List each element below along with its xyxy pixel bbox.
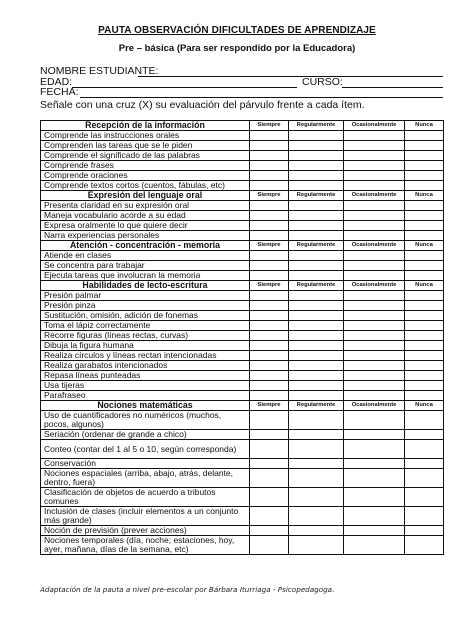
item-row <box>41 411 444 430</box>
check-cell-siempre[interactable] <box>250 351 289 361</box>
check-cell-siempre[interactable] <box>250 201 289 211</box>
item-label: Usa tijeras <box>41 381 250 391</box>
check-cell-siempre[interactable] <box>250 161 289 171</box>
item-label: Recorre figuras (líneas rectas, curvas) <box>41 331 250 341</box>
check-cell-nunca[interactable] <box>405 440 444 459</box>
check-cell-nunca[interactable] <box>405 211 444 221</box>
fecha-line[interactable] <box>80 97 443 98</box>
item-label: Dibuja la figura humana <box>41 341 250 351</box>
check-cell-siempre[interactable] <box>250 526 289 536</box>
check-cell-ocasionalmente[interactable] <box>344 221 405 231</box>
column-header-regularmente: Regularmente <box>289 241 344 251</box>
check-cell-siempre[interactable] <box>250 459 289 469</box>
item-row <box>41 341 444 351</box>
column-header-nunca: Nunca <box>405 241 444 251</box>
fecha-label: FECHA: <box>40 86 79 98</box>
item-row <box>41 131 444 141</box>
observation-table <box>40 120 444 555</box>
item-label: Comprende las instrucciones orales <box>41 131 250 141</box>
check-cell-ocasionalmente[interactable] <box>344 161 405 171</box>
check-cell-ocasionalmente[interactable] <box>344 391 405 401</box>
item-row <box>41 459 444 469</box>
item-row <box>41 331 444 341</box>
check-cell-nunca[interactable] <box>405 131 444 141</box>
column-header-regularmente: Regularmente <box>289 191 344 201</box>
check-cell-siempre[interactable] <box>250 211 289 221</box>
item-label: Parafraseo <box>41 391 250 401</box>
column-header-siempre: Siempre <box>250 401 289 411</box>
check-cell-siempre[interactable] <box>250 536 289 555</box>
check-cell-nunca[interactable] <box>405 171 444 181</box>
item-row <box>41 231 444 241</box>
item-label: Expresa oralmente lo que quiere decir <box>41 221 250 231</box>
instructions: Señale con una cruz (X) su evaluación del párvulo frente a cada ítem. <box>40 99 365 111</box>
check-cell-regularmente[interactable] <box>289 131 344 141</box>
column-header-ocasionalmente: Ocasionalmente <box>344 121 405 131</box>
curso-label: CURSO: <box>302 76 343 88</box>
check-cell-nunca[interactable] <box>405 161 444 171</box>
check-cell-nunca[interactable] <box>405 261 444 271</box>
check-cell-ocasionalmente[interactable] <box>344 351 405 361</box>
item-label: Comprende oraciones <box>41 171 250 181</box>
section-title: Recepción de la información <box>41 121 250 131</box>
item-row <box>41 251 444 261</box>
item-label: Clasificación de objetos de acuerdo a tributos comunes <box>41 488 250 507</box>
check-cell-regularmente[interactable] <box>289 341 344 351</box>
check-cell-ocasionalmente[interactable] <box>344 251 405 261</box>
edad-label: EDAD: <box>40 76 73 88</box>
check-cell-ocasionalmente[interactable] <box>344 231 405 241</box>
item-row <box>41 381 444 391</box>
check-cell-ocasionalmente[interactable] <box>344 361 405 371</box>
check-cell-nunca[interactable] <box>405 391 444 401</box>
check-cell-nunca[interactable] <box>405 430 444 440</box>
curso-line[interactable] <box>342 87 443 88</box>
check-cell-regularmente[interactable] <box>289 161 344 171</box>
check-cell-siempre[interactable] <box>250 181 289 191</box>
check-cell-nunca[interactable] <box>405 231 444 241</box>
check-cell-nunca[interactable] <box>405 201 444 211</box>
check-cell-regularmente[interactable] <box>289 526 344 536</box>
item-row <box>41 271 444 281</box>
column-header-siempre: Siempre <box>250 241 289 251</box>
check-cell-ocasionalmente[interactable] <box>344 151 405 161</box>
section-header-row <box>41 121 444 131</box>
item-label: Atiende en clases <box>41 251 250 261</box>
check-cell-regularmente[interactable] <box>289 391 344 401</box>
check-cell-regularmente[interactable] <box>289 211 344 221</box>
check-cell-regularmente[interactable] <box>289 440 344 459</box>
check-cell-siempre[interactable] <box>250 171 289 181</box>
item-row <box>41 440 444 459</box>
column-header-regularmente: Regularmente <box>289 401 344 411</box>
check-cell-siempre[interactable] <box>250 440 289 459</box>
check-cell-nunca[interactable] <box>405 411 444 430</box>
check-cell-siempre[interactable] <box>250 311 289 321</box>
column-header-nunca: Nunca <box>405 191 444 201</box>
check-cell-regularmente[interactable] <box>289 141 344 151</box>
check-cell-ocasionalmente[interactable] <box>344 341 405 351</box>
check-cell-regularmente[interactable] <box>289 469 344 488</box>
check-cell-siempre[interactable] <box>250 430 289 440</box>
item-row <box>41 311 444 321</box>
check-cell-regularmente[interactable] <box>289 251 344 261</box>
check-cell-ocasionalmente[interactable] <box>344 211 405 221</box>
nombre-label: NOMBRE ESTUDIANTE: <box>40 65 159 77</box>
column-header-nunca: Nunca <box>405 401 444 411</box>
check-cell-nunca[interactable] <box>405 321 444 331</box>
check-cell-nunca[interactable] <box>405 526 444 536</box>
check-cell-nunca[interactable] <box>405 291 444 301</box>
check-cell-ocasionalmente[interactable] <box>344 440 405 459</box>
check-cell-regularmente[interactable] <box>289 321 344 331</box>
check-cell-nunca[interactable] <box>405 311 444 321</box>
check-cell-siempre[interactable] <box>250 391 289 401</box>
check-cell-ocasionalmente[interactable] <box>344 301 405 311</box>
item-label: Noción de previsión (prever acciones) <box>41 526 250 536</box>
item-row <box>41 301 444 311</box>
check-cell-ocasionalmente[interactable] <box>344 171 405 181</box>
item-row <box>41 536 444 555</box>
check-cell-siempre[interactable] <box>250 301 289 311</box>
check-cell-regularmente[interactable] <box>289 430 344 440</box>
check-cell-nunca[interactable] <box>405 251 444 261</box>
item-label: Se concentra para trabajar <box>41 261 250 271</box>
check-cell-siempre[interactable] <box>250 381 289 391</box>
check-cell-nunca[interactable] <box>405 331 444 341</box>
check-cell-siempre[interactable] <box>250 261 289 271</box>
section-title: Nociones matemáticas <box>41 401 250 411</box>
check-cell-nunca[interactable] <box>405 536 444 555</box>
check-cell-siempre[interactable] <box>250 469 289 488</box>
footer-credit: Adaptación de la pauta a nivel pre-escolar por Bárbara Iturriaga - Psicopedagoga. <box>40 585 335 594</box>
item-label: Uso de cuantificadores no numéricos (muchos, pocos, algunos) <box>41 411 250 430</box>
page-subtitle: Pre – básica (Para ser respondido por la Educadora) <box>118 43 356 54</box>
check-cell-siempre[interactable] <box>250 151 289 161</box>
check-cell-ocasionalmente[interactable] <box>344 469 405 488</box>
item-label: Repasa líneas punteadas <box>41 371 250 381</box>
check-cell-siempre[interactable] <box>250 488 289 507</box>
item-row <box>41 391 444 401</box>
item-row <box>41 526 444 536</box>
check-cell-regularmente[interactable] <box>289 291 344 301</box>
check-cell-ocasionalmente[interactable] <box>344 411 405 430</box>
check-cell-regularmente[interactable] <box>289 301 344 311</box>
check-cell-ocasionalmente[interactable] <box>344 488 405 507</box>
column-header-siempre: Siempre <box>250 281 289 291</box>
column-header-ocasionalmente: Ocasionalmente <box>344 191 405 201</box>
item-label: Comprenden las tareas que se le piden <box>41 141 250 151</box>
check-cell-siempre[interactable] <box>250 251 289 261</box>
item-label: Comprende textos cortos (cuentos, fábulas, etc) <box>41 181 250 191</box>
item-label: Narra experiencias personales <box>41 231 250 241</box>
item-label: Realiza garabatos intencionados <box>41 361 250 371</box>
check-cell-nunca[interactable] <box>405 469 444 488</box>
item-row <box>41 181 444 191</box>
item-row <box>41 507 444 526</box>
edad-line[interactable] <box>72 87 297 88</box>
check-cell-nunca[interactable] <box>405 488 444 507</box>
check-cell-regularmente[interactable] <box>289 181 344 191</box>
check-cell-ocasionalmente[interactable] <box>344 271 405 281</box>
item-label: Comprende el significado de las palabras <box>41 151 250 161</box>
check-cell-siempre[interactable] <box>250 271 289 281</box>
check-cell-ocasionalmente[interactable] <box>344 459 405 469</box>
check-cell-siempre[interactable] <box>250 321 289 331</box>
column-header-ocasionalmente: Ocasionalmente <box>344 281 405 291</box>
check-cell-nunca[interactable] <box>405 371 444 381</box>
item-label: Nociones espaciales (arriba, abajo, atrás, delante, dentro, fuera) <box>41 469 250 488</box>
item-row <box>41 261 444 271</box>
item-row <box>41 221 444 231</box>
check-cell-ocasionalmente[interactable] <box>344 371 405 381</box>
check-cell-ocasionalmente[interactable] <box>344 141 405 151</box>
check-cell-nunca[interactable] <box>405 141 444 151</box>
check-cell-regularmente[interactable] <box>289 231 344 241</box>
item-row <box>41 141 444 151</box>
item-label: Realiza círculos y líneas rectan intencionadas <box>41 351 250 361</box>
check-cell-regularmente[interactable] <box>289 371 344 381</box>
column-header-nunca: Nunca <box>405 281 444 291</box>
check-cell-regularmente[interactable] <box>289 459 344 469</box>
section-header-row <box>41 191 444 201</box>
check-cell-nunca[interactable] <box>405 381 444 391</box>
section-title: Habilidades de lecto-escritura <box>41 281 250 291</box>
check-cell-nunca[interactable] <box>405 341 444 351</box>
item-label: Ejecuta tareas que involucran la memoria <box>41 271 250 281</box>
item-row <box>41 291 444 301</box>
check-cell-ocasionalmente[interactable] <box>344 311 405 321</box>
check-cell-ocasionalmente[interactable] <box>344 331 405 341</box>
item-label: Toma el lápiz correctamente <box>41 321 250 331</box>
check-cell-regularmente[interactable] <box>289 171 344 181</box>
item-row <box>41 430 444 440</box>
check-cell-regularmente[interactable] <box>289 311 344 321</box>
item-row <box>41 371 444 381</box>
check-cell-ocasionalmente[interactable] <box>344 291 405 301</box>
column-header-siempre: Siempre <box>250 121 289 131</box>
item-row <box>41 361 444 371</box>
check-cell-siempre[interactable] <box>250 411 289 430</box>
check-cell-ocasionalmente[interactable] <box>344 181 405 191</box>
check-cell-siempre[interactable] <box>250 221 289 231</box>
check-cell-regularmente[interactable] <box>289 361 344 371</box>
item-label: Presenta claridad en su expresión oral <box>41 201 250 211</box>
check-cell-siempre[interactable] <box>250 141 289 151</box>
check-cell-nunca[interactable] <box>405 181 444 191</box>
item-label: Nociones temporales (día, noche; estaciones, hoy, ayer, mañana, días de la semana, etc) <box>41 536 250 555</box>
check-cell-siempre[interactable] <box>250 291 289 301</box>
section-header-row <box>41 281 444 291</box>
item-row <box>41 469 444 488</box>
check-cell-regularmente[interactable] <box>289 271 344 281</box>
check-cell-regularmente[interactable] <box>289 331 344 341</box>
check-cell-siempre[interactable] <box>250 507 289 526</box>
check-cell-regularmente[interactable] <box>289 507 344 526</box>
item-label: Conteo (contar del 1 al 5 o 10, según corresponda) <box>41 440 250 459</box>
check-cell-ocasionalmente[interactable] <box>344 430 405 440</box>
item-label: Inclusión de clases (incluir elementos a un conjunto más grande) <box>41 507 250 526</box>
item-row <box>41 201 444 211</box>
check-cell-ocasionalmente[interactable] <box>344 536 405 555</box>
item-label: Seriación (ordenar de grande a chico) <box>41 430 250 440</box>
check-cell-siempre[interactable] <box>250 131 289 141</box>
check-cell-nunca[interactable] <box>405 271 444 281</box>
column-header-ocasionalmente: Ocasionalmente <box>344 401 405 411</box>
item-row <box>41 488 444 507</box>
check-cell-regularmente[interactable] <box>289 221 344 231</box>
check-cell-siempre[interactable] <box>250 231 289 241</box>
nombre-line[interactable] <box>138 76 443 77</box>
item-row <box>41 161 444 171</box>
check-cell-nunca[interactable] <box>405 361 444 371</box>
check-cell-regularmente[interactable] <box>289 151 344 161</box>
item-label: Conservación <box>41 459 250 469</box>
check-cell-ocasionalmente[interactable] <box>344 507 405 526</box>
check-cell-regularmente[interactable] <box>289 261 344 271</box>
check-cell-regularmente[interactable] <box>289 201 344 211</box>
item-label: Sustitución, omisión, adición de fonemas <box>41 311 250 321</box>
check-cell-siempre[interactable] <box>250 341 289 351</box>
check-cell-ocasionalmente[interactable] <box>344 321 405 331</box>
section-header-row <box>41 401 444 411</box>
check-cell-siempre[interactable] <box>250 371 289 381</box>
item-label: Presión pinza <box>41 301 250 311</box>
check-cell-ocasionalmente[interactable] <box>344 201 405 211</box>
check-cell-nunca[interactable] <box>405 151 444 161</box>
section-header-row <box>41 241 444 251</box>
check-cell-regularmente[interactable] <box>289 381 344 391</box>
item-row <box>41 351 444 361</box>
check-cell-ocasionalmente[interactable] <box>344 526 405 536</box>
item-row <box>41 171 444 181</box>
check-cell-siempre[interactable] <box>250 361 289 371</box>
check-cell-nunca[interactable] <box>405 221 444 231</box>
check-cell-regularmente[interactable] <box>289 411 344 430</box>
check-cell-nunca[interactable] <box>405 459 444 469</box>
column-header-siempre: Siempre <box>250 191 289 201</box>
check-cell-ocasionalmente[interactable] <box>344 381 405 391</box>
check-cell-regularmente[interactable] <box>289 351 344 361</box>
item-row <box>41 321 444 331</box>
check-cell-ocasionalmente[interactable] <box>344 261 405 271</box>
check-cell-regularmente[interactable] <box>289 488 344 507</box>
check-cell-nunca[interactable] <box>405 351 444 361</box>
item-label: Maneja vocabulario acorde a su edad <box>41 211 250 221</box>
item-label: Comprende frases <box>41 161 250 171</box>
item-label: Presión palmar <box>41 291 250 301</box>
column-header-ocasionalmente: Ocasionalmente <box>344 241 405 251</box>
check-cell-nunca[interactable] <box>405 301 444 311</box>
check-cell-siempre[interactable] <box>250 331 289 341</box>
check-cell-nunca[interactable] <box>405 507 444 526</box>
column-header-regularmente: Regularmente <box>289 281 344 291</box>
check-cell-regularmente[interactable] <box>289 536 344 555</box>
item-row <box>41 211 444 221</box>
check-cell-ocasionalmente[interactable] <box>344 131 405 141</box>
column-header-nunca: Nunca <box>405 121 444 131</box>
column-header-regularmente: Regularmente <box>289 121 344 131</box>
item-row <box>41 151 444 161</box>
section-title: Atención - concentración - memoria <box>41 241 250 251</box>
section-title: Expresión del lenguaje oral <box>41 191 250 201</box>
page-title: PAUTA OBSERVACIÓN DIFICULTADES DE APRENDIZAJE <box>98 25 376 36</box>
